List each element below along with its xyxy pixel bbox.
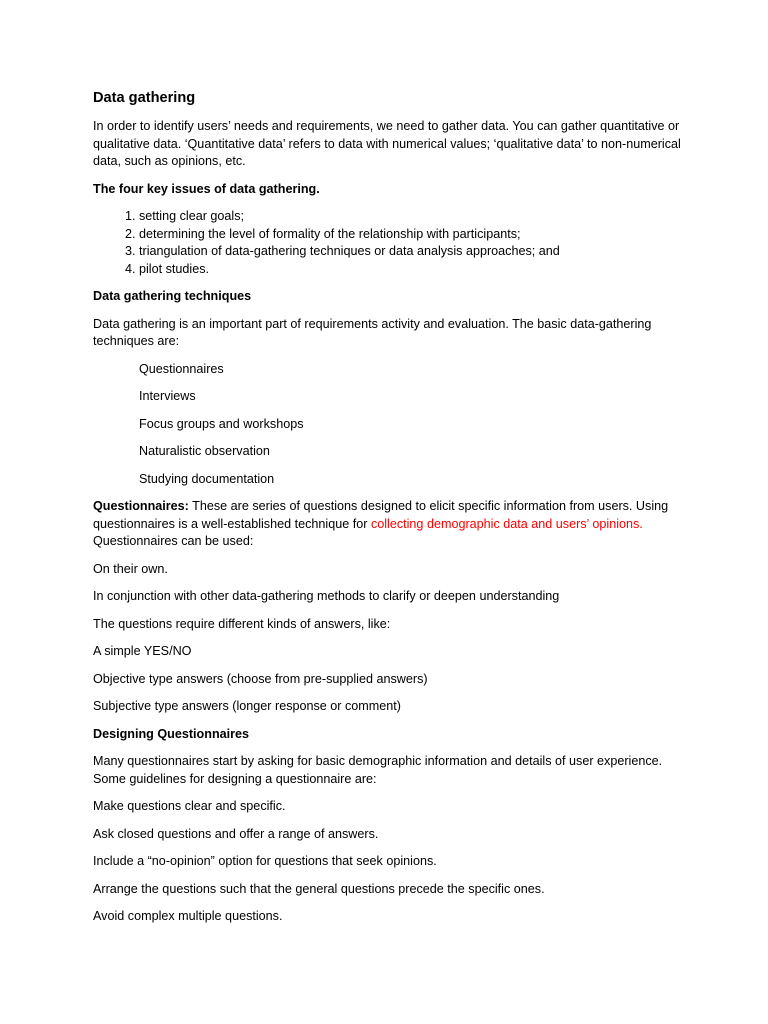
list-item: 4. pilot studies. [139,261,683,279]
page-title: Data gathering [93,90,196,106]
answers-intro: The questions require different kinds of answers, like: [93,616,391,631]
questionnaires-text-1: These are series of questions designed to elicit specific information from users. Using questionnaires is a well-established technique for [93,499,669,531]
guideline-item: Include a “no-opinion” option for questions that seek opinions. [93,854,437,868]
questionnaires-paragraph [93,498,683,551]
document-body [93,88,683,936]
intro-paragraph: In order to identify users’ needs and requirements, we need to gather data. You can gather quantitative or qualitative data. ‘Quantitative data’ refers to data with numerical values; ‘qualitative data’ to non-numerical data, such as opinions, etc. [93,119,681,168]
guideline-item: Make questions clear and specific. [93,799,286,813]
answer-type: A simple YES/NO [93,644,192,658]
questionnaires-label: Questionnaires: [93,499,189,513]
technique-item: Focus groups and workshops [139,416,304,431]
questionnaires-text-2: Questionnaires can be used: [93,534,254,548]
guideline-item: Ask closed questions and offer a range of answers. [93,826,379,841]
techniques-intro: Data gathering is an important part of requirements activity and evaluation. The basic data-gathering techniques are: [93,316,652,348]
questionnaire-use: On their own. [93,561,168,576]
technique-item: Naturalistic observation [139,444,270,458]
guideline-item: Arrange the questions such that the general questions precede the specific ones. [93,881,545,896]
answer-type: Subjective type answers (longer response or comment) [93,699,401,713]
list-item: 3. triangulation of data-gathering techniques or data analysis approaches; and [139,243,683,261]
key-issues-heading: The four key issues of data gathering. [93,181,320,196]
technique-item: Studying documentation [139,471,275,486]
designing-heading: Designing Questionnaires [93,726,250,741]
key-issues-list [93,208,683,278]
techniques-heading: Data gathering techniques [93,289,252,303]
questionnaires-highlight: collecting demographic data and users’ opinions. [370,516,643,531]
technique-item: Interviews [139,389,196,403]
list-item: 1. setting clear goals; [139,208,683,226]
technique-item: Questionnaires [139,361,224,376]
guideline-item: Avoid complex multiple questions. [93,909,283,923]
answer-type: Objective type answers (choose from pre-supplied answers) [93,671,428,686]
questionnaire-use: In conjunction with other data-gathering methods to clarify or deepen understanding [93,589,560,603]
designing-intro: Many questionnaires start by asking for basic demographic information and details of user experience. Some guidelines for designing a questionnaire are: [93,754,663,786]
list-item: 2. determining the level of formality of the relationship with participants; [139,226,683,244]
